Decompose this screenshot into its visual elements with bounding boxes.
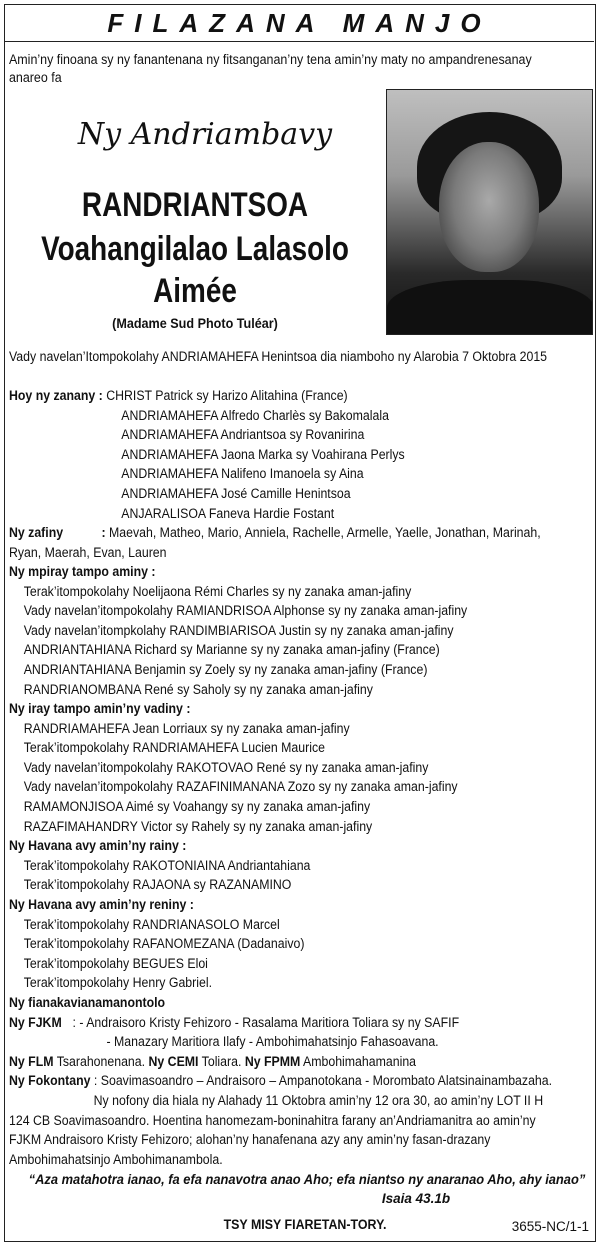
- list-item: RANDRIAMAHEFA Jean Lorriaux sy ny zanaka aman-jafiny: [23, 720, 350, 736]
- paternal-family-section: [9, 836, 587, 895]
- list-item: ANJARALISOA Faneva Hardie Fostant: [121, 505, 335, 521]
- children-section: Hoy ny zanany : CHRIST Patrick sy Harizo Alitahina (France) ANDRIAMAHEFA Alfredo Charlès sy Bakomalala ANDRIAMAHEFA Andriantsoa sy Rovanirina ANDRIAMAHEFA Jaona Marka sy Voahirana Perlys ANDRIAMAHEFA Nalifeno Imanoela sy Aina ANDRIAMAHEFA José Camille Henintsoa ANJARALISOA Faneva Hardie Fostant: [9, 386, 587, 523]
- spouse-siblings-section: [9, 699, 587, 836]
- list-item: Terak’itompokolahy RAJAONA sy RAZANAMINO: [23, 877, 292, 893]
- list-item: Terak’itompokolahy RANDRIANASOLO Marcel: [23, 916, 280, 932]
- list-item: Vady navelan’itompokolahy RAMIANDRISOA Alphonse sy ny zanaka aman-jafiny: [23, 603, 468, 619]
- deceased-alias: (Madame Sud Photo Tuléar): [112, 315, 278, 331]
- notice-banner: [5, 5, 594, 42]
- list-item: Terak’itompokolahy RAKOTONIAINA Andriantahiana: [23, 857, 311, 873]
- list-item: Vady navelan’itompokolahy RAKOTOVAO René sy ny zanaka aman-jafiny: [23, 759, 429, 775]
- list-item: Terak’itompokolahy Noelijaona Rémi Charles sy ny zanaka aman-jafiny: [23, 583, 412, 599]
- funeral-details: Ny nofony dia hiala ny Alahady 11 Oktobra amin’ny 12 ora 30, ao amin’ny LOT II H 124 CB Soavimasoandro. Hoentina hanomezam-boninahitra farany an’Andriamanitra ao amin’ny FJKM Andraisoro Kristy Fehizoro; alohan’ny hanafenana azy any amin’ny fasan-drazany Ambohimahatsinjo Ambohimanambola.: [9, 1093, 544, 1167]
- list-item: RAZAFIMAHANDRY Victor sy Rahely sy ny zanaka aman-jafiny: [23, 818, 373, 834]
- list-item: ANDRIAMAHEFA José Camille Henintsoa: [121, 485, 351, 501]
- deceased-given-names: Voahangilalao Lalasolo: [41, 230, 349, 268]
- children-label: Hoy ny zanany: [9, 388, 96, 403]
- grandchildren-section: Ny zafiny : Maevah, Matheo, Mario, Anniela, Rachelle, Armelle, Yaelle, Jonathan, Marinah, Ryan, Maerah, Evan, Lauren: [9, 525, 541, 560]
- maternal-family-label: Ny Havana avy amin’ny reniny :: [9, 897, 194, 912]
- list-item: ANDRIAMAHEFA Alfredo Charlès sy Bakomalala: [121, 407, 389, 423]
- fjkm-label: Ny FJKM: [9, 1014, 62, 1030]
- list-item: ANDRIAMAHEFA Andriantsoa sy Rovanirina: [121, 427, 365, 443]
- bible-reference: Isaia 43.1b: [381, 1191, 451, 1206]
- list-item: ANDRIAMAHEFA Nalifeno Imanoela sy Aina: [121, 466, 364, 482]
- maternal-family-section: [9, 895, 587, 993]
- title-script: Ny Andriambavy: [77, 117, 333, 152]
- closing-note: TSY MISY FIARETAN-TORY.: [223, 1217, 387, 1232]
- deceased-surname: RANDRIANTSOA: [81, 186, 309, 224]
- deceased-given-names-2: Aimée: [153, 272, 237, 310]
- list-item: ANDRIAMAHEFA Jaona Marka sy Voahirana Perlys: [121, 446, 405, 462]
- obituary-notice: [4, 4, 596, 1242]
- deceased-portrait-photo: [386, 89, 593, 335]
- siblings-label: Ny mpiray tampo aminy :: [9, 564, 156, 579]
- fokontany-label: Ny Fokontany: [9, 1073, 91, 1089]
- list-item: RANDRIANOMBANA René sy Saholy sy ny zanaka aman-jafiny: [23, 681, 373, 697]
- paternal-family-label: Ny Havana avy amin’ny rainy :: [9, 838, 187, 853]
- list-item: Vady navelan’itompkolahy RANDIMBIARISOA Justin sy ny zanaka aman-jafiny: [23, 622, 454, 638]
- grandchildren-label: Ny zafiny: [9, 525, 64, 540]
- intro-text: Amin’ny finoana sy ny fanantenana ny fitsanganan’ny tena amin’ny maty no ampandrenesanay anareo fa: [9, 52, 532, 85]
- list-item: Terak’itompokolahy BEGUES Eloi: [23, 955, 208, 971]
- bible-quote: “Aza matahotra ianao, fa efa nanavotra anao Aho; efa niantso ny anaranao Aho, ahy ianao”: [28, 1171, 586, 1187]
- banner-title: FILAZANA MANJO: [107, 7, 492, 38]
- list-item: ANDRIANTAHIANA Benjamin sy Zoely sy ny zanaka aman-jafiny (France): [23, 661, 428, 677]
- siblings-section: [9, 562, 587, 699]
- list-item: RAMAMONJISOA Aimé sy Voahangy sy ny zanaka aman-jafiny: [23, 798, 371, 814]
- list-item: Terak’itompokolahy RANDRIAMAHEFA Lucien Maurice: [23, 740, 325, 756]
- children-first: CHRIST Patrick sy Harizo Alitahina (France): [106, 388, 348, 403]
- spouse-siblings-label: Ny iray tampo amin’ny vadiny :: [9, 701, 191, 716]
- list-item: Terak’itompokolahy RAFANOMEZANA (Dadanaivo): [23, 936, 305, 952]
- allied-families: Ny fianakavianamanontolo Ny FJKM : - Andraisoro Kristy Fehizoro - Rasalama Maritiora Toliara sy ny SAFIF - Manazary Maritiora Ilafy - Ambohimahatsinjo Fahasoavana. Ny FLM Tsarahonenana. Ny CEMI Toliara. Ny FPMM Ambohimahamanina Ny Fokontany : Soavimasoandro – Andraisoro – Ampanotokana - Morombato Alatsinainambazaha.: [9, 995, 553, 1089]
- reference-code: 3655-NC/1-1: [511, 1219, 589, 1234]
- list-item: ANDRIANTAHIANA Richard sy Marianne sy ny zanaka aman-jafiny (France): [23, 642, 440, 658]
- list-item: Vady navelan’itompokolahy RAZAFINIMANANA Zozo sy ny zanaka aman-jafiny: [23, 779, 458, 795]
- widow-line: Vady navelan’Itompokolahy ANDRIAMAHEFA Henintsoa dia niamboho ny Alarobia 7 Oktobra 2015: [9, 349, 548, 364]
- list-item: Terak’itompokolahy Henry Gabriel.: [23, 975, 213, 991]
